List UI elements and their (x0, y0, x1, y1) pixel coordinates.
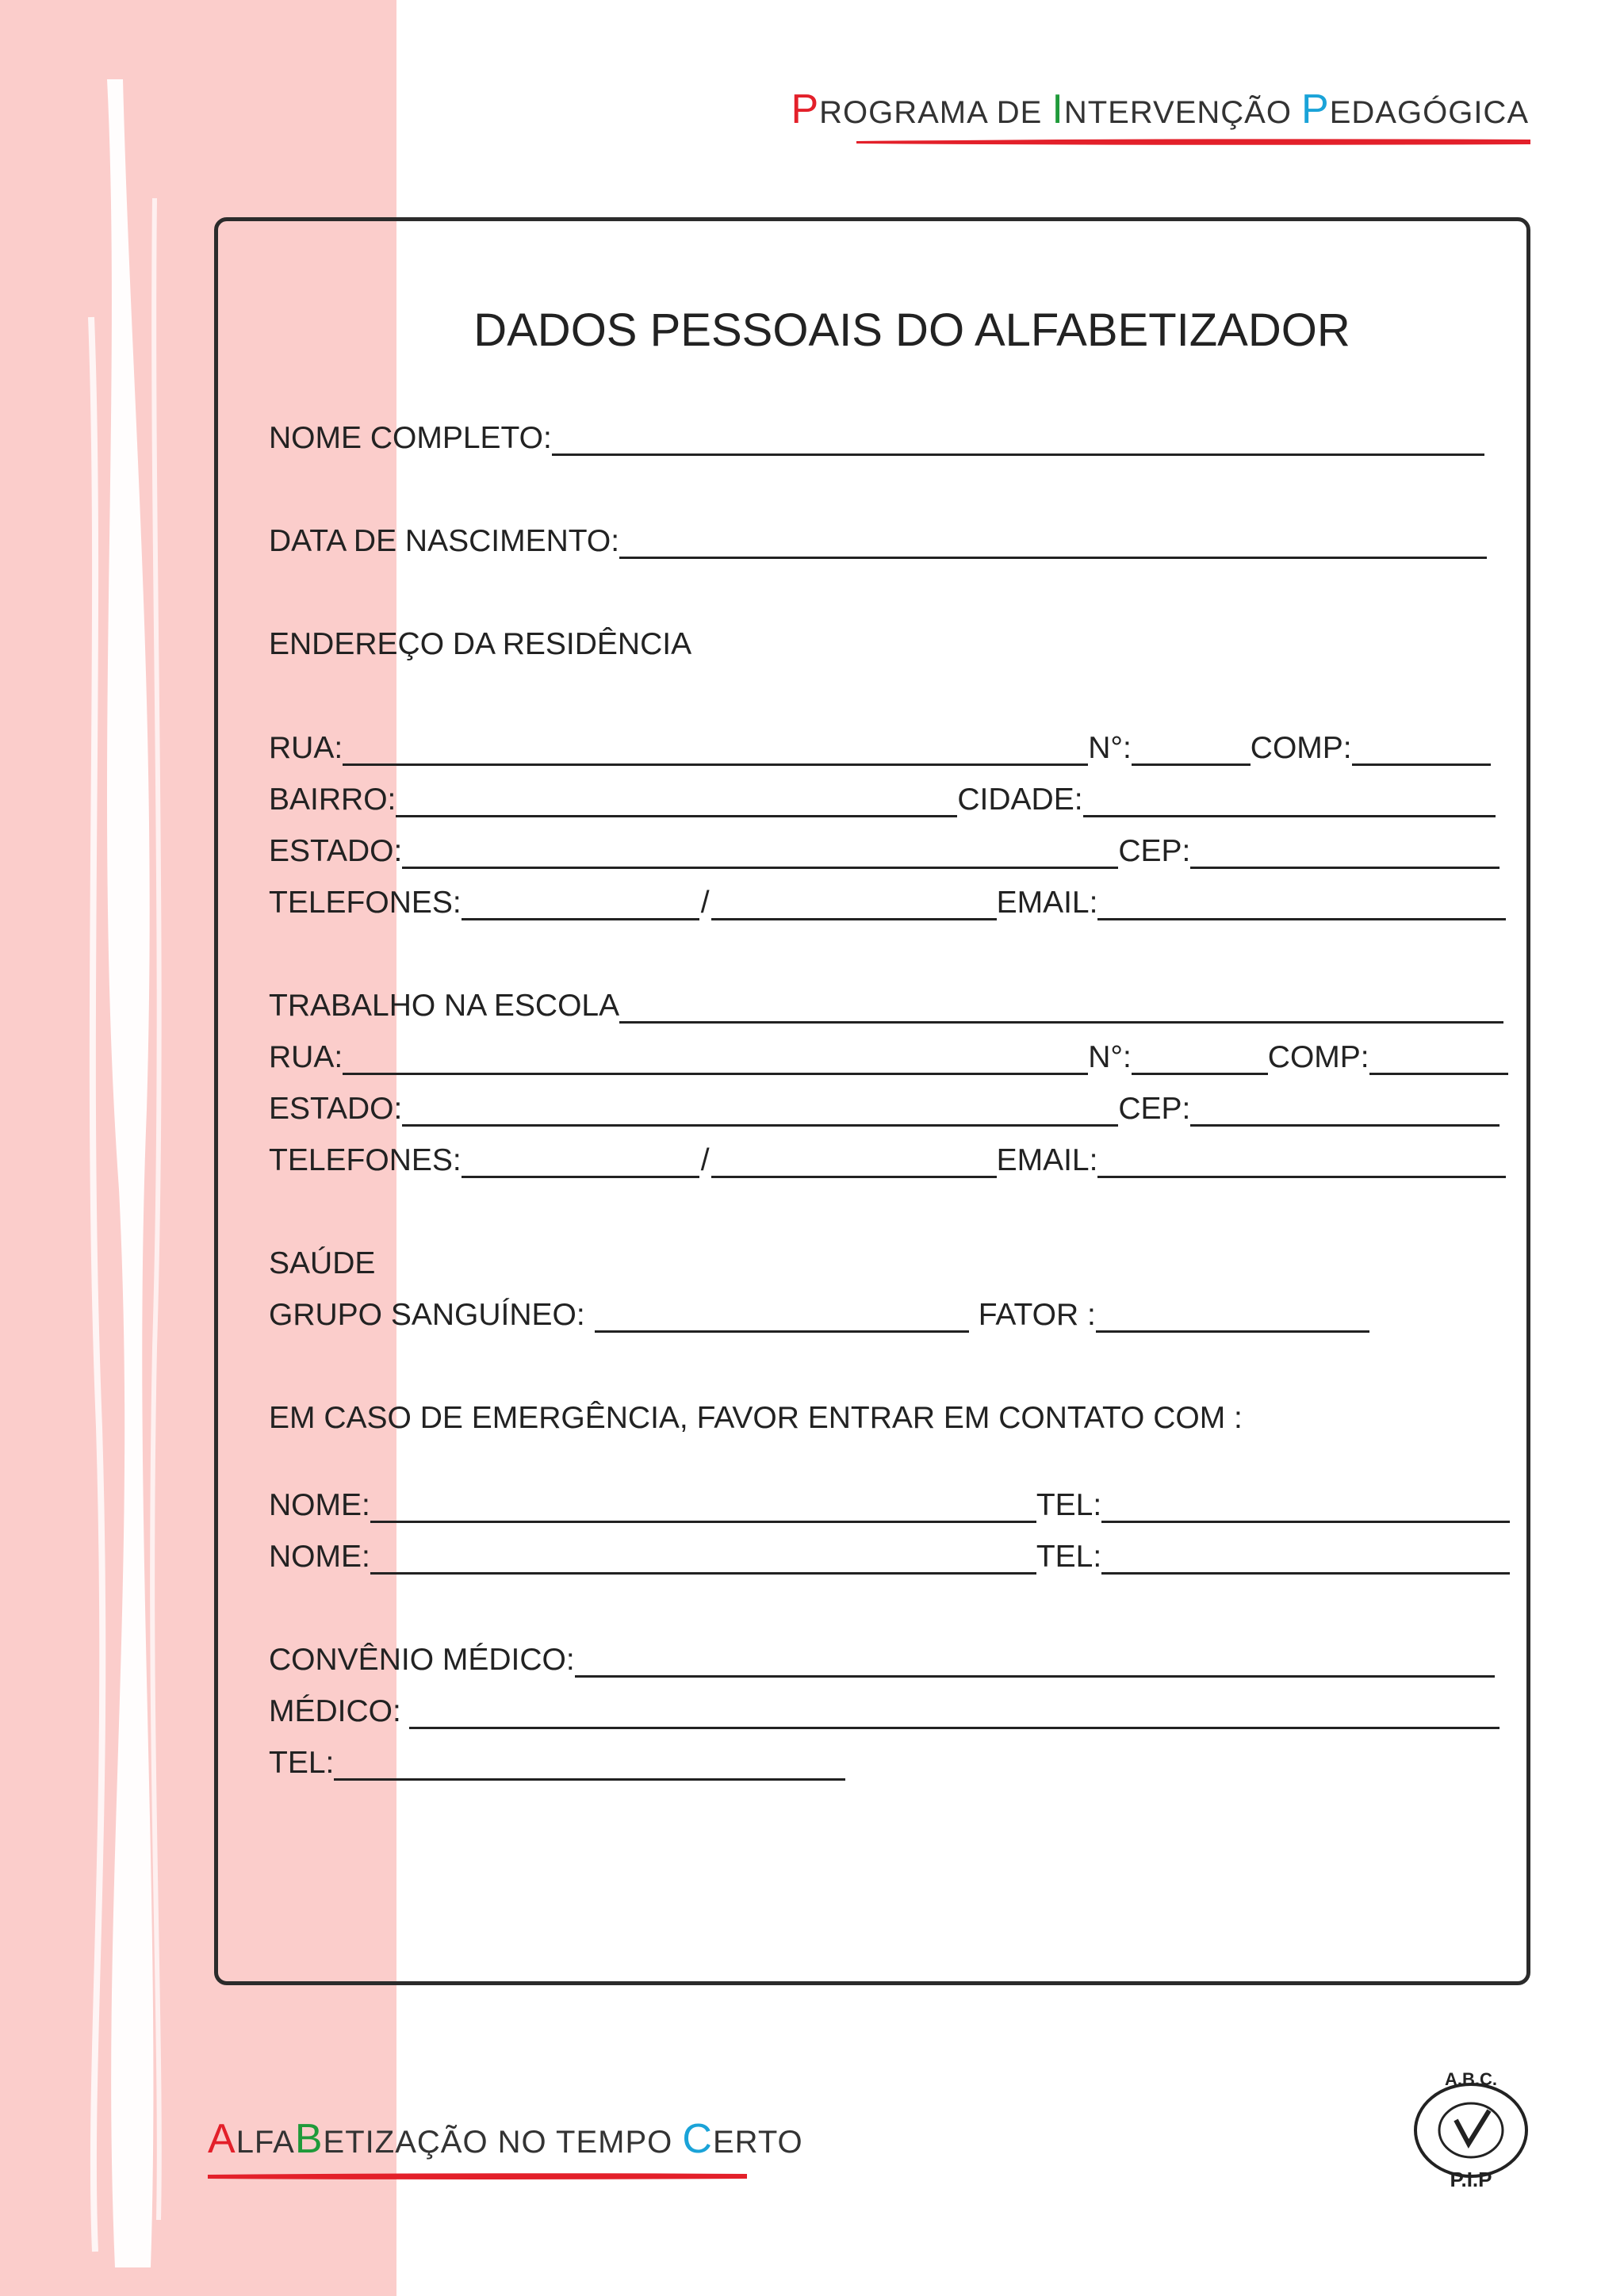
data-nascimento-field[interactable] (619, 530, 1487, 559)
numero-field[interactable] (1132, 737, 1251, 766)
medico-field[interactable] (409, 1700, 1500, 1729)
footer-underline (208, 2171, 747, 2180)
brush-stroke-decoration (75, 79, 170, 2267)
estado-escola-field[interactable] (402, 1097, 1118, 1127)
row-data-nascimento: DATA DE NASCIMENTO: (269, 524, 1487, 559)
row-emergencia-contato-1: NOME: TEL: (269, 1488, 1510, 1523)
grupo-sanguineo-field[interactable] (595, 1303, 969, 1333)
row-telefones-email-escola: TELEFONES: / EMAIL: (269, 1143, 1506, 1178)
emergencia-nome-2-field[interactable] (370, 1545, 1036, 1575)
row-nome-completo: NOME COMPLETO: (269, 421, 1484, 456)
estado-field[interactable] (402, 840, 1118, 869)
row-convenio: CONVÊNIO MÉDICO: (269, 1643, 1495, 1678)
row-estado-cep: ESTADO: CEP: (269, 834, 1500, 869)
numero-escola-field[interactable] (1132, 1046, 1268, 1075)
row-rua-residencia: RUA: N°: COMP: (269, 731, 1491, 766)
trabalho-escola-field[interactable] (619, 994, 1503, 1024)
row-medico: MÉDICO: (269, 1694, 1500, 1729)
header-underline (856, 136, 1530, 146)
telefone-escola-2-field[interactable] (711, 1149, 997, 1178)
comp-field[interactable] (1352, 737, 1491, 766)
section-endereco-residencia: ENDEREÇO DA RESIDÊNCIA (269, 627, 692, 661)
cep-escola-field[interactable] (1190, 1097, 1500, 1127)
row-emergencia: EM CASO DE EMERGÊNCIA, FAVOR ENTRAR EM CONTATO COM : (269, 1401, 1243, 1435)
nome-completo-field[interactable] (552, 427, 1484, 456)
row-trabalho-escola: TRABALHO NA ESCOLA (269, 989, 1503, 1024)
telefone-1-field[interactable] (462, 891, 699, 920)
form-card (214, 217, 1530, 1985)
footer-program-name: ALFABETIZAÇÃO NO TEMPO CERTO (208, 2116, 803, 2162)
logo-top-letters: A.B.C. (1445, 2071, 1497, 2089)
row-telefones-email: TELEFONES: / EMAIL: (269, 886, 1506, 920)
logo-bottom-letters: P.I.P (1450, 2168, 1492, 2190)
form-title: DADOS PESSOAIS DO ALFABETIZADOR (473, 304, 1350, 356)
convenio-field[interactable] (575, 1648, 1495, 1678)
row-medico-tel: TEL: (269, 1746, 845, 1781)
emergencia-nome-1-field[interactable] (370, 1494, 1036, 1523)
row-bairro-cidade: BAIRRO: CIDADE: (269, 783, 1496, 817)
row-grupo-sanguineo: GRUPO SANGUÍNEO: FATOR : (269, 1298, 1369, 1333)
comp-escola-field[interactable] (1369, 1046, 1508, 1075)
emergencia-tel-2-field[interactable] (1101, 1545, 1510, 1575)
bairro-field[interactable] (396, 788, 957, 817)
row-emergencia-contato-2: NOME: TEL: (269, 1540, 1510, 1575)
telefone-2-field[interactable] (711, 891, 997, 920)
emergencia-tel-1-field[interactable] (1101, 1494, 1510, 1523)
row-rua-escola: RUA: N°: COMP: (269, 1040, 1508, 1075)
section-saude: SAÚDE (269, 1246, 376, 1280)
cidade-field[interactable] (1083, 788, 1496, 817)
telefone-escola-1-field[interactable] (462, 1149, 699, 1178)
cep-field[interactable] (1190, 840, 1500, 869)
medico-tel-field[interactable] (334, 1751, 845, 1781)
program-header: PROGRAMA DE INTERVENÇÃO PEDAGÓGICA (791, 86, 1529, 132)
row-estado-cep-escola: ESTADO: CEP: (269, 1092, 1500, 1127)
rua-escola-field[interactable] (343, 1046, 1088, 1075)
email-escola-field[interactable] (1097, 1149, 1506, 1178)
rua-field[interactable] (343, 737, 1088, 766)
email-field[interactable] (1097, 891, 1506, 920)
fator-field[interactable] (1096, 1303, 1369, 1333)
pip-logo-icon (1404, 2071, 1538, 2190)
